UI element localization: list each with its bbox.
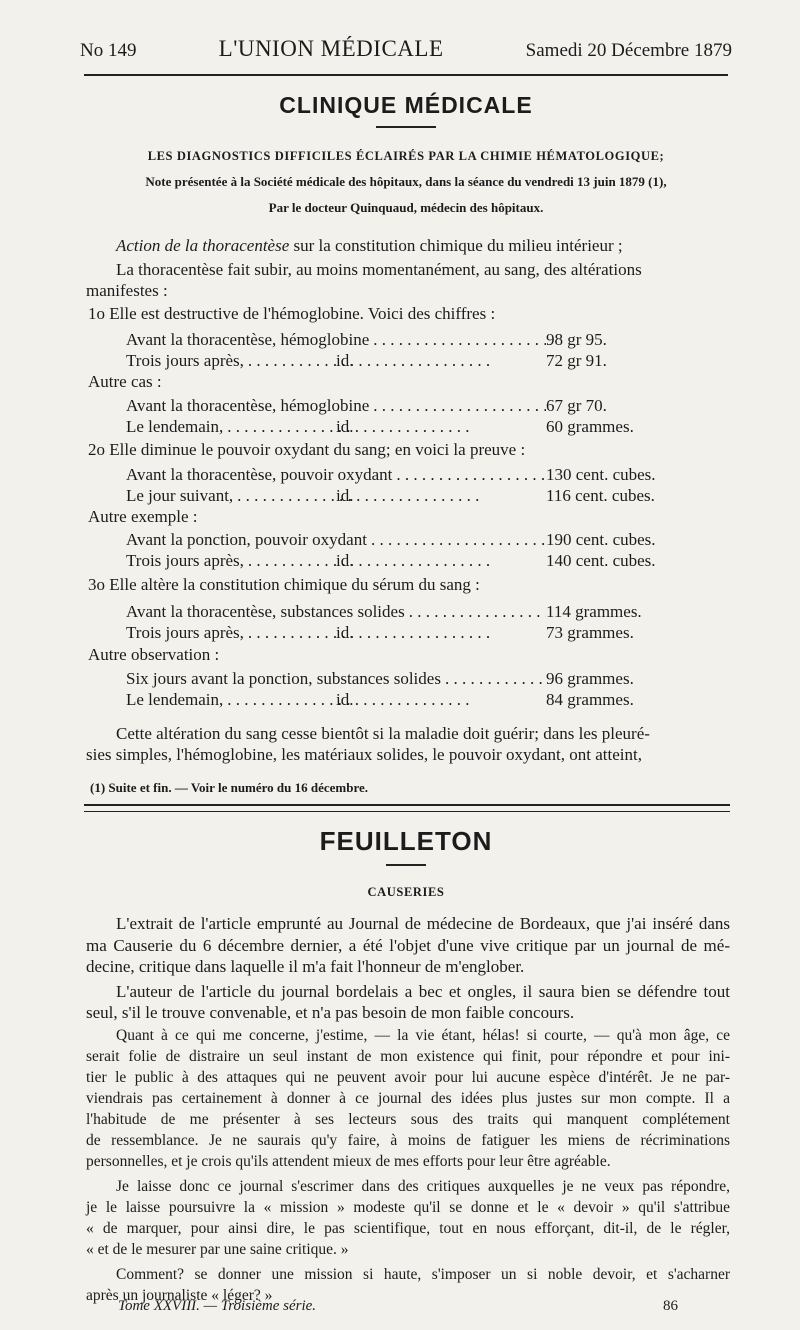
data-row: Avant la thoracentèse, pouvoir oxydant . . . 130 cent. cubes. (126, 465, 706, 485)
feuilleton-line: « et de le mesurer par une saine critique. » (86, 1241, 349, 1258)
data-row: Avant la ponction, pouvoir oxydant . . . 190 cent. cubes. (126, 530, 706, 550)
feuilleton-line: tier le public à des attaques qui ne peuvent avoir pour lui aucune espèce d'intérêt. Je ne par- (86, 1069, 730, 1086)
data-row: Six jours avant la ponction, substances solides . . . 96 grammes. (126, 669, 706, 689)
feuilleton-line: seul, s'il le trouve convenable, et n'a pas besoin de mon faible concours. (86, 1003, 575, 1022)
data-row: Trois jours après, id. . . . 140 cent. cubes. (126, 551, 706, 571)
data-row: Avant la thoracentèse, hémoglobine . . . 98 gr 95. (126, 330, 706, 350)
feuilleton-line: ma Causerie du 6 décembre dernier, a été l'objet d'une vive critique par un journal de mé- (86, 936, 730, 955)
journal-title: L'UNION MÉDICALE (218, 36, 444, 61)
data-row: Trois jours après, id. . . . 73 grammes. (126, 623, 706, 643)
feuilleton-line: après un journaliste « léger? » (86, 1287, 273, 1304)
feuilleton-line: serait folie de distraire un seul instant de mon existence qui finit, pour répondre et pour ini- (86, 1048, 730, 1065)
point-2: 2o Elle diminue le pouvoir oxydant du sang; en voici la preuve : (88, 440, 526, 459)
feuilleton-line: Comment? se donner une mission si haute, s'imposer un si noble devoir, et s'acharner (116, 1266, 730, 1283)
author-line: Par le docteur Quinquaud, médecin des hôpitaux. (268, 200, 544, 215)
intro-rest: sur la constitution chimique du milieu intérieur ; (289, 236, 623, 255)
feuilleton-line: « de marquer, pour ainsi dire, le pas scientifique, tout en nous efforçant, dit-il, de le régler, (86, 1220, 730, 1237)
feuilleton-line: l'habitude de me présenter à ses lecteurs sous des traits qui manquent complétement (86, 1111, 730, 1128)
feuilleton-line: L'extrait de l'article emprunté au Journal de médecine de Bordeaux, que j'ai inséré dans (116, 914, 730, 933)
data-row: Avant la thoracentèse, substances solides . . . 114 grammes. (126, 602, 706, 622)
section-title-feuilleton: FEUILLETON (319, 826, 493, 856)
intro-italic: Action de la thoracentèse (116, 236, 290, 255)
feuilleton-line: decine, critique dans laquelle il m'a fait l'honneur de m'englober. (86, 957, 525, 976)
feuilleton-line: Je laisse donc ce journal s'escrimer dans des critiques auxquelles je ne veux pas répondre, (116, 1178, 730, 1195)
feuilleton-line: Quant à ce qui me concerne, j'estime, — la vie étant, hélas! si courte, — qu'à mon âge, ce (116, 1027, 730, 1044)
feuilleton-line: je le laisse poursuivre la « mission » modeste qu'il se donne et le « devoir » qu'il s'attribue (86, 1199, 730, 1216)
feuilleton-line: de ressemblance. Je ne saurais qu'y faire, à moins de fatiguer les miens de récriminations (86, 1132, 730, 1149)
feuilleton-line: viendrais pas certainement à donner à ce journal des idées plus justes sur mon compte. Il a (86, 1090, 730, 1107)
note-line-1: Note présentée à la Société médicale des hôpitaux, dans la séance du vendredi 13 juin 1879 (1), (145, 174, 667, 189)
title-rule (386, 864, 426, 866)
para1-line1: La thoracentèse fait subir, au moins momentanément, au sang, des altérations (116, 260, 642, 279)
data-row: Avant la thoracentèse, hémoglobine . . . 67 gr 70. (126, 396, 706, 416)
conclusion-line2: sies simples, l'hémoglobine, les matériaux solides, le pouvoir oxydant, ont atteint, (86, 745, 642, 764)
para1-line2: manifestes : (86, 281, 168, 300)
causeries-title: CAUSERIES (367, 885, 445, 899)
volume-info: Tome XXVIII. — Troisième série. (118, 1298, 317, 1314)
data-row: Le jour suivant, id. . . . 116 cent. cubes. (126, 486, 706, 506)
page-footer (118, 1298, 678, 1315)
page-header (80, 36, 732, 62)
point-1: 1o Elle est destructive de l'hémoglobine. Voici des chiffres : (88, 304, 496, 323)
title-rule (376, 126, 436, 128)
issue-date: Samedi 20 Décembre 1879 (525, 40, 732, 61)
data-row: Le lendemain, id. . . . 60 grammes. (126, 417, 706, 437)
footnote: (1) Suite et fin. — Voir le numéro du 16 décembre. (90, 780, 369, 795)
page-number: 86 (663, 1298, 678, 1314)
autre-observation: Autre observation : (88, 645, 220, 664)
feuilleton-line: L'auteur de l'article du journal bordelais a bec et ongles, il saura bien se défendre tout (116, 982, 730, 1001)
article-subtitle: LES DIAGNOSTICS DIFFICILES ÉCLAIRÉS PAR LA CHIMIE HÉMATOLOGIQUE; (147, 149, 665, 163)
feuilleton-line: personnelles, et je crois qu'ils attendent mieux de mes efforts pour leur être agréable. (86, 1153, 611, 1170)
issue-number: No 149 (80, 40, 137, 61)
point-3: 3o Elle altère la constitution chimique du sérum du sang : (88, 575, 480, 594)
conclusion-line1: Cette altération du sang cesse bientôt si la maladie doit guérir; dans les pleuré- (116, 724, 650, 743)
data-row: Le lendemain, id. . . . 84 grammes. (126, 690, 706, 710)
intro-line (116, 236, 623, 256)
autre-exemple: Autre exemple : (88, 507, 198, 526)
section-divider (84, 804, 730, 812)
autre-cas: Autre cas : (88, 372, 162, 391)
data-row: Trois jours après, id. . . . 72 gr 91. (126, 351, 706, 371)
header-rule (84, 74, 728, 76)
section-title-clinique: CLINIQUE MÉDICALE (279, 92, 533, 118)
